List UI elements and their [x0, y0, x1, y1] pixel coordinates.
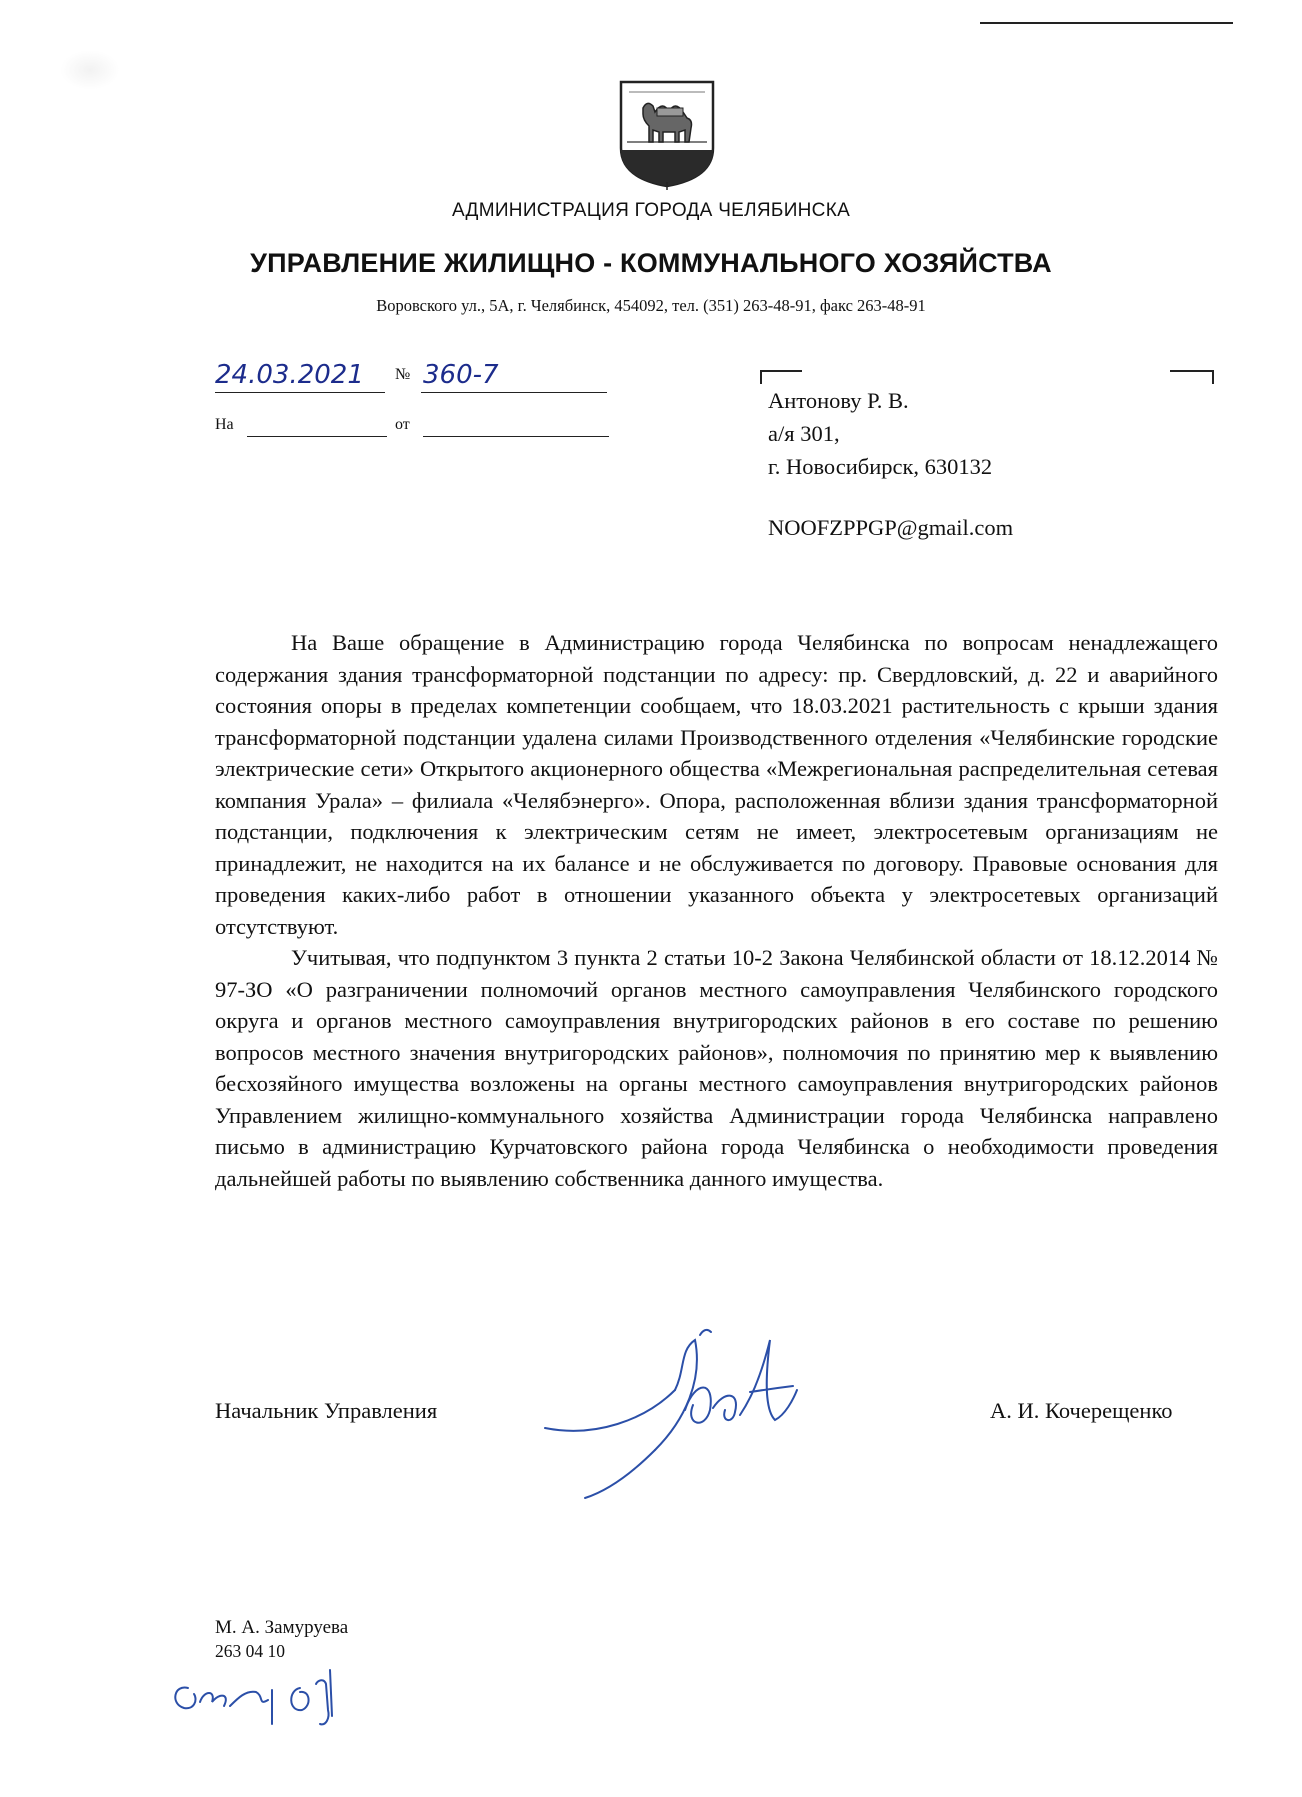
- address-corner-left: [760, 370, 802, 384]
- top-right-rule: [980, 22, 1233, 24]
- body-paragraph-2: Учитывая, что подпунктом 3 пункта 2 статьи 10-2 Закона Челябинской области от 18.12.2014 № 97-ЗО «О разграничении полномочий органов местного самоуправления Челябинского городского округа и органов местного самоуправления внутригородских районов в его составе по решению вопросов местного значения внутригородских районов», полномочия по принятию мер к выявлению бесхозяйного имущества возложены на органы местного самоуправления внутригородских районов Управлением жилищно-коммунального хозяйства Администрации города Челябинска направлено письмо в администрацию Курчатовского района города Челябинска о необходимости проведения дальнейшей работы по выявлению собственника данного имущества.: [215, 945, 1218, 1191]
- recipient-city: г. Новосибирск, 630132: [768, 454, 993, 479]
- coat-of-arms-icon: [617, 78, 717, 190]
- department-name: УПРАВЛЕНИЕ ЖИЛИЩНО - КОММУНАЛЬНОГО ХОЗЯЙСТВА: [250, 248, 1052, 278]
- administration-name: АДМИНИСТРАЦИЯ ГОРОДА ЧЕЛЯБИНСКА: [451, 200, 851, 221]
- scan-smudge: [60, 50, 120, 90]
- executor-name: М. А. Замуруева: [215, 1617, 349, 1638]
- number-label: №: [395, 366, 411, 383]
- ot-label: от: [395, 416, 410, 433]
- na-underline: [247, 436, 387, 437]
- recipient-po-box: а/я 301,: [768, 421, 840, 446]
- department-address: Воровского ул., 5А, г. Челябинск, 454092, тел. (351) 263-48-91, факс 263-48-91: [376, 296, 926, 315]
- signatory-name: А. И. Кочерещенко: [990, 1398, 1173, 1423]
- body-paragraph-1: На Ваше обращение в Администрацию города Челябинска по вопросам ненадлежащего содержания здания трансформаторной подстанции по адресу: пр. Свердловский, д. 22 и аварийного состояния опоры в пределах компетенции сообщаем, что 18.03.2021 растительность с крыши здания трансформаторной подстанции удалена силами Производственного отделения «Челябинские городские электрические сети» Открытого акционерного общества «Межрегиональная распределительная сетевая компания Урала» – филиала «Челябэнерго». Опора, расположенная вблизи здания трансформаторной подстанции, подключения к электрическим сетям не имеет, электросетевым организациям не принадлежит, не находится на их балансе и не обслуживается по договору. Правовые основания для проведения каких-либо работ в отношении указанного объекта у электросетевых организаций отсутствуют.: [215, 630, 1218, 939]
- registration-line: [215, 360, 595, 394]
- na-label: На: [215, 416, 234, 433]
- reference-line: [215, 416, 615, 440]
- registration-number: 360-7: [423, 360, 499, 390]
- executor-phone: 263 04 10: [215, 1641, 285, 1661]
- handwritten-initials: [160, 1640, 350, 1730]
- address-corner-right: [1170, 370, 1214, 384]
- signatory-title: Начальник Управления: [215, 1398, 438, 1423]
- handwritten-signature: [535, 1320, 855, 1510]
- letter-body: [215, 627, 1218, 1194]
- registration-date: 24.03.2021: [215, 360, 364, 390]
- recipient-name: Антонову Р. В.: [768, 388, 909, 413]
- recipient-email: NOOFZPPGP@gmail.com: [768, 515, 1014, 540]
- date-underline: [215, 392, 385, 393]
- ot-underline: [423, 436, 609, 437]
- number-underline: [421, 392, 607, 393]
